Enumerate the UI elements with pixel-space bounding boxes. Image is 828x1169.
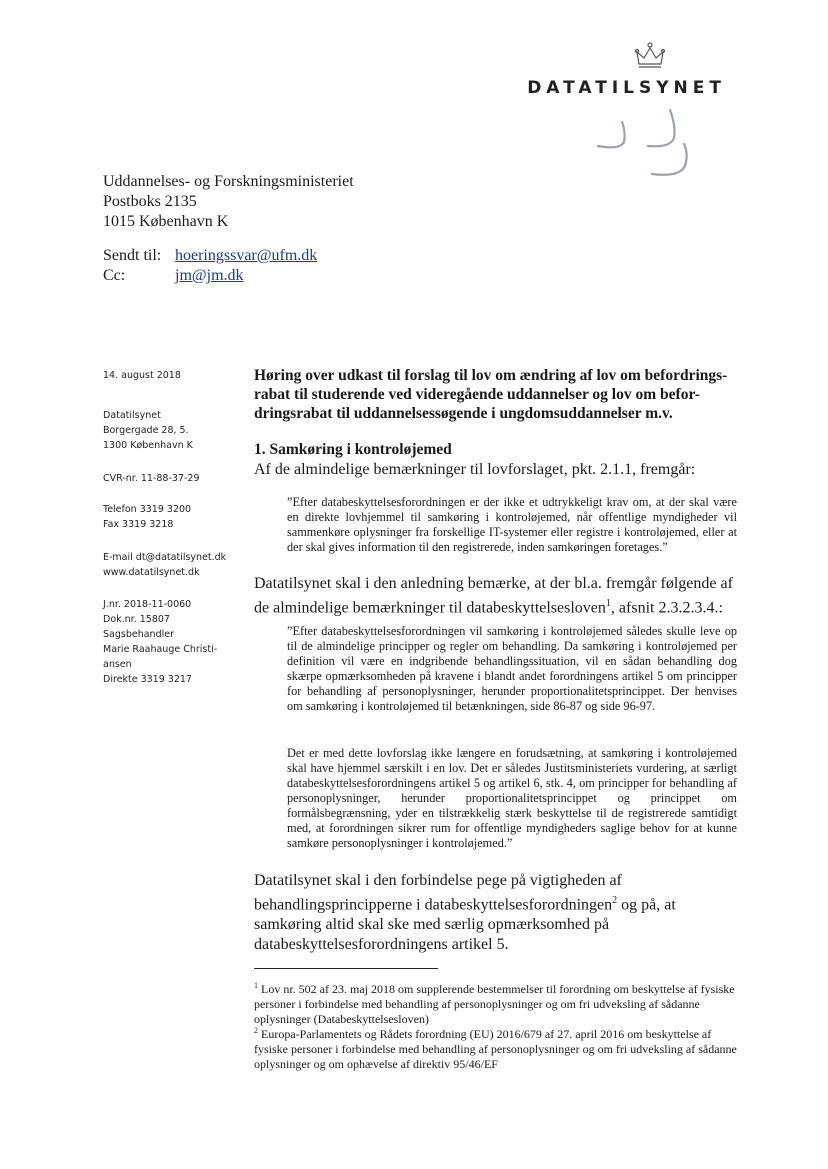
sender-fax: Fax 3319 3218 [103,519,174,530]
intro-paragraph: Af de almindelige bemærkninger til lovforslaget, pkt. 2.1.1, fremgår: [254,461,696,478]
title-line: dringsrabat til uddannelsessøgende i ungdomsuddannelser m.v. [254,405,673,422]
footnote-ref: 1 [605,598,611,609]
sender-address [103,408,193,453]
quote-paragraph: ”Efter databeskyttelsesforordningen vil samkøring i kontroløjemed således skulle leve op til de almindelige principper og regler om behandling. Da samkøring i kontroløjemed per definition vil være en indgribende behandlingssituation, vil en sådan behandling dog skærpe opmærksomheden på kravene i blandt andet forordningens artikel 5 om principper for behandling af personoplysninger, herunder proportionalitetsprincippet. Der henvises om samkøring i kontroløjemed til betænkningen, side 86-87 og side 96-97. [287,624,737,713]
case-handler-name: Marie Raahauge Christi- [103,644,218,655]
journal-number: J.nr. 2018-11-0060 [103,599,192,610]
case-handler-name: ansen [103,659,132,670]
case-handler-label: Sagsbehandler [103,629,174,640]
recipient-line: Postboks 2135 [103,193,197,210]
footnote-number: 2 [254,1026,258,1035]
title-line: Høring over udkast til forslag til lov om ændring af lov om befordrings- [254,367,728,384]
sender-online [103,550,226,580]
quote-paragraph: Det er med dette lovforslag ikke længere en forudsætning, at samkøring i kontroløjemed skal have hjemmel særskilt i en lov. Det er således Justitsministeriets vurdering, at særligt databeskyttelsesforordningens artikel 5 og artikel 6, stk. 4, om principper for behandling af personoplysninger, herunder proportionalitetsprincippet og princippet om formålsbegrænsning, yder en tilstrækkelig stærk beskyttelse til de registrerede samtidigt med, at forordningen sikrer rum for offentlige myndigheders saglige behov for at kunne samkøre personoplysninger i kontroløjemed.” [287,746,737,850]
sender-cvr: CVR-nr. 11-88-37-29 [103,473,200,484]
sent-to-label: Sendt til: [103,247,162,264]
sender-contact [103,502,191,532]
sender-org: Datatilsynet [103,410,161,421]
body-text: og på, at samkøring altid skal ske med særlig opmærksomhed på databeskyttelsesforordningens artikel 5. [254,896,676,954]
document-number: Dok.nr. 15807 [103,614,170,625]
footnote-text: Lov nr. 502 af 23. maj 2018 om supplerende bestemmelser til forordning om beskyttelse af fysiske personer i forbindelse med behandling af personoplysninger og om fri udveksling af sådanne oplysninger (Databeskyttelsesloven) [254,982,735,1026]
sender-phone: Telefon 3319 3200 [103,504,192,515]
body-text: Datatilsynet skal i den anledning bemærke, at der bl.a. fremgår følgende af de almindelige bemærkninger til databeskyttelsesloven [254,575,733,617]
body-paragraph [254,871,738,955]
sender-city: 1300 København K [103,440,193,451]
cc-label: Cc: [103,267,126,284]
sender-web: www.datatilsynet.dk [103,567,200,578]
footnote [254,1023,740,1072]
cc-email-link[interactable]: jm@jm.dk [175,267,244,284]
handwritten-mark-icon [590,104,710,184]
sender-email: E-mail dt@datatilsynet.dk [103,552,227,563]
footnote-divider [254,968,438,969]
sender-street: Borgergade 28, 5. [103,425,189,436]
section-heading: 1. Samkøring i kontroløjemed [254,441,452,458]
footnote [254,978,740,1027]
quote-paragraph: ”Efter databeskyttelsesforordningen er der ikke et udtrykkeligt krav om, at der skal være en direkte lovhjemmel til samkøring i kontroløjemed, når offentlige myndigheder vil sammenkøre oplysninger fra forskellige IT-systemer eller registre i kontroløjemed, eller at der skal gives information til den registrerede, inden samkøringen foretages.” [287,495,737,554]
sent-to-email-link[interactable]: hoeringssvar@ufm.dk [175,247,318,264]
footnote-ref: 2 [612,895,618,906]
title-line: rabat til studerende ved videregående uddannelser og lov om befor- [254,386,700,403]
direct-phone: Direkte 3319 3217 [103,674,192,685]
body-text: Datatilsynet skal i den forbindelse pege på vigtigheden af behandlingsprincipperne i databeskyttelsesforordningen [254,872,622,914]
recipient-address [103,172,354,232]
letter-date: 14. august 2018 [103,370,181,381]
case-info [103,597,217,687]
recipient-line: Uddannelses- og Forskningsministeriet [103,173,354,190]
body-paragraph [254,574,738,618]
body-text: , afsnit 2.3.2.3.4.: [610,599,723,617]
footnote-number: 1 [254,981,258,990]
footnote-text: Europa-Parlamentets og Rådets forordning (EU) 2016/679 af 27. april 2016 om beskyttelse af fysiske personer i forbindelse med behandling af personoplysninger og om fri udveksling af sådanne oplysninger og om ophævelse af direktiv 95/46/EF [254,1027,737,1071]
letter-title [254,366,732,423]
sent-block [103,246,317,286]
brand-name: DATATILSYNET [527,78,726,98]
recipient-line: 1015 København K [103,213,229,230]
crown-logo-icon [634,42,666,72]
